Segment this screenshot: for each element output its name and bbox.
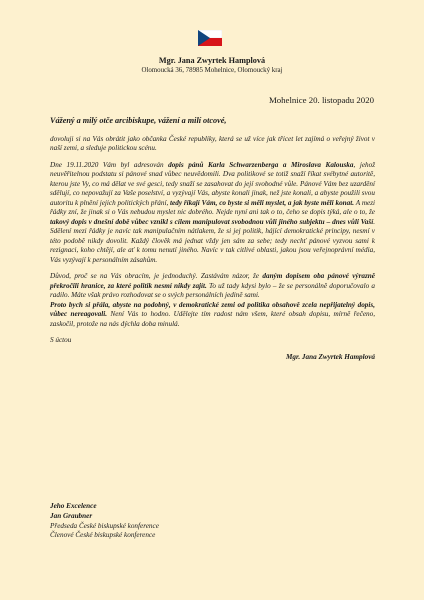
paragraph-reason: Důvod, proč se na Vás obracím, je jednoduchý. Zastávám názor, že daným dopisem oba pánové výrazně překročili hranice, za které politik nesmí nikdy zajít. To už tady kdysi bylo – že se personálně doporučovalo a radilo. Máte však právo rozhodovat se o svých personálních jedině sami. Proto bych si přála, abyste na podobný, v demokratické zemi od politika obsahově zcela nepřijatelný dopis, vůbec nereagovali. Není Vás to hodno. Udělejte tím radost nám všem, které obsah dopisu, mírně řečeno, zaskočil, protože na nás dýchla doba minulá. <box>50 272 375 328</box>
signature: Mgr. Jana Zwyrtek Hamplová <box>285 352 375 361</box>
salutation: Vážený a milý otče arcibiskupe, vážení a milí otcové, <box>50 116 227 125</box>
letter-body <box>50 116 375 369</box>
sender-name: Mgr. Jana Zwyrtek Hamplová <box>158 56 266 65</box>
czech-flag-icon <box>198 30 222 46</box>
addressee-name: Jan Graubner <box>50 511 93 520</box>
paragraph-intro: dovoluji si na Vás obrátit jako občanka České republiky, která se už více jak třicet let zajímá o veřejný život v naší zemi, a sleduje politickou scénu. <box>50 134 375 152</box>
addressee-block <box>50 502 159 541</box>
sender-address: Olomoucká 36, 78985 Mohelnice, Olomoucký kraj <box>141 67 283 74</box>
letter-date: Mohelnice 20. listopadu 2020 <box>268 95 374 105</box>
closing: S úctou <box>50 336 72 344</box>
paragraph-main: Dne 19.11.2020 Vám byl adresován dopis pánů Karla Schwarzenberga a Miroslava Kalouska, jehož neuvěřitelnou podstatu si pánové snad vůbec neuvědomili. Dva politikové se totiž snaží říkat svébytné autoritě, kterou jste Vy, co má dělat ve své gesci, tedy snaží se zasahovat do její svobodné vůle. Pánové Vám bez uzardění sdělují, co nepovažují za Vaše poselství, a vyzývají Vás, abyste konali jinak, než jste konali, a abyste použili svou autoritu k plnění jejich politických přání, tedy říkají Vám, co byste si měli myslet, a jak byste měli konat. A mezi řádky zní, že jinak si o Vás nebudou myslet nic dobrého. Nejde nyní ani tak o to, čeho se dopis týká, ale o to, že takový dopis v dnešní době vůbec vznikl s cílem manipulovat svobodnou vůli jiného subjektu – dnes vůli Vaší. Sdělení mezi řádky je navíc tak manipulačním nátlakem, že si jej politik, hájící demokratické principy, nesmí v této podobě nikdy dovolit. Každý člověk má jednat vždy jen sám za sebe; tedy nechť pánové vyzvou sami k rezignaci, koho chtějí, ale ať k tomu nenutí jiného. Navíc v tak citlivé oblasti, jakou jsou veřejnoprávní média, Vás vyzývají k personálním zásahům. <box>50 160 376 264</box>
addressee-members: Členové České biskupské konference <box>50 531 156 540</box>
addressee-title: Jeho Excelence <box>50 502 97 510</box>
addressee-role: Předseda České biskupské konference <box>50 521 159 530</box>
